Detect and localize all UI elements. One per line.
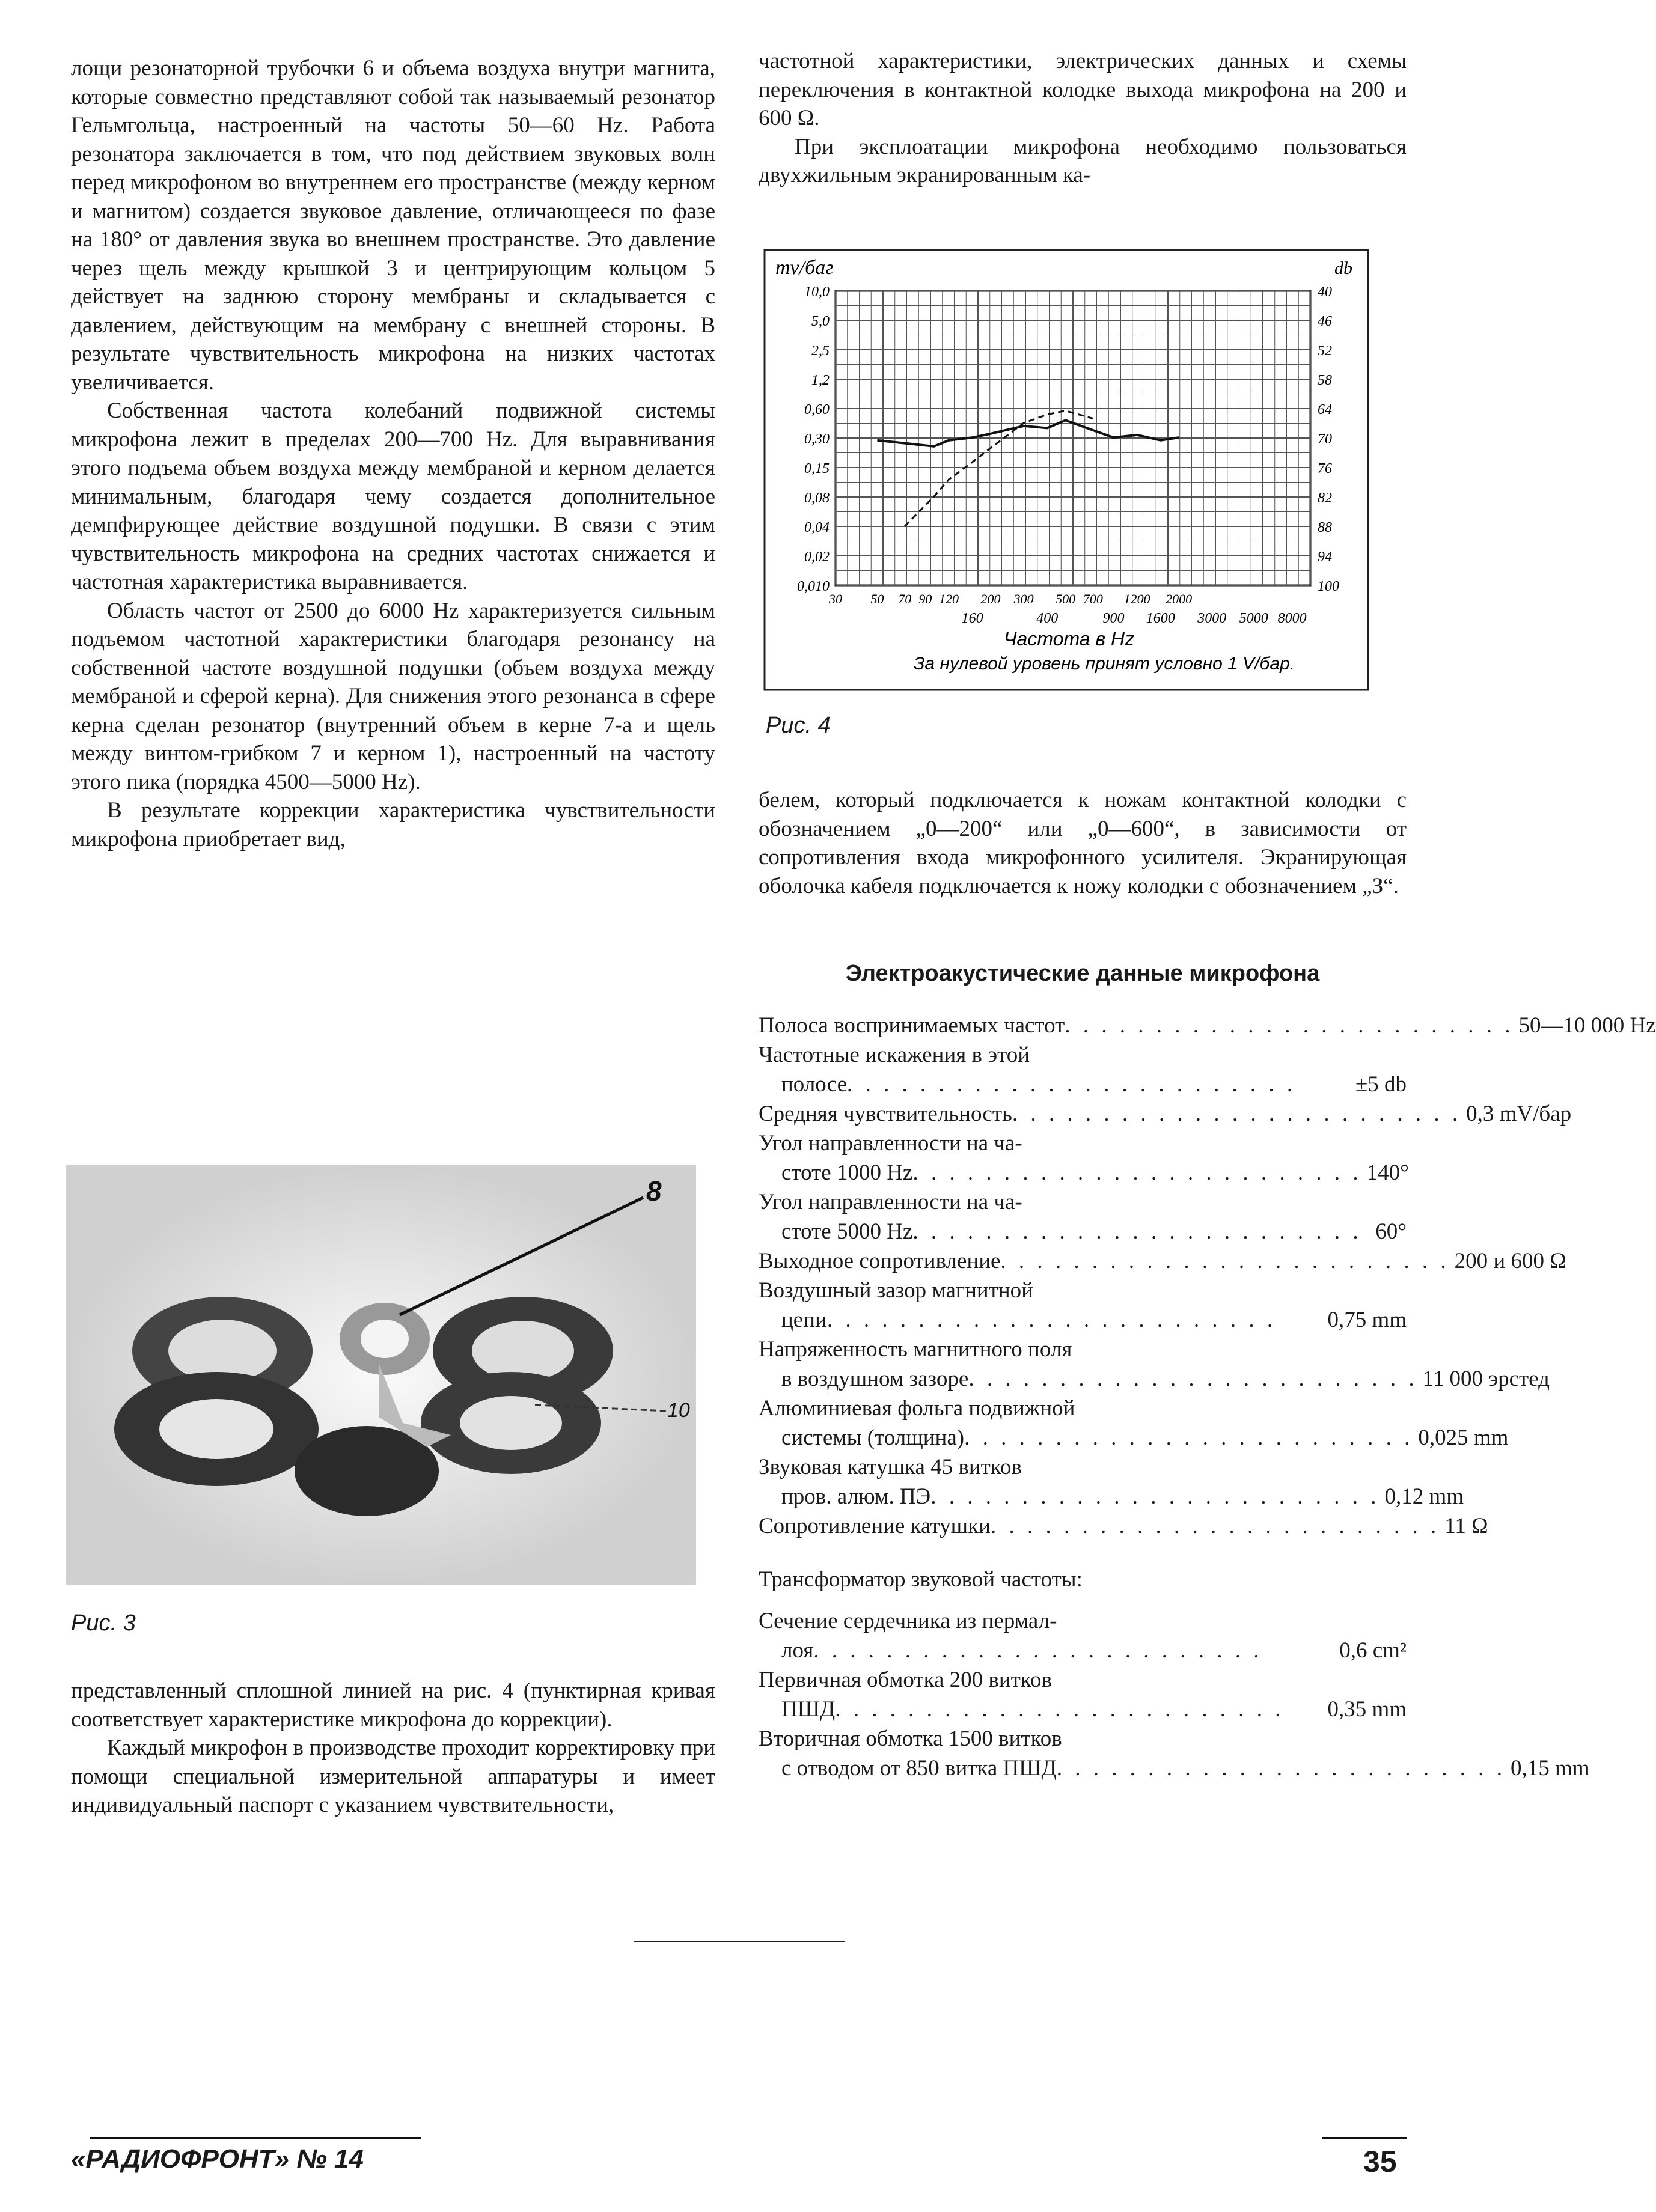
page-number-rule [1322,2137,1407,2139]
leader-dots: . . . . . . . . . . . . . . . . . . . . . . . . . [847,1072,1297,1097]
leader-dots: . . . . . . . . . . . . . . . . . . . . . . . . . [1065,1013,1514,1038]
left-tick-label: 0,15 [804,461,830,477]
spec-label: в воздушном зазоре [781,1367,969,1391]
x-tick-label: 50 [870,591,884,606]
figure-label-8: 8 [646,1175,662,1207]
spec-label: Звуковая катушка 45 витков [759,1455,1022,1479]
left-tick-label: 0,60 [804,402,830,418]
leader-dots: . . . . . . . . . . . . . . . . . . . . . . . . . [990,1514,1440,1538]
spec-row [759,1276,1407,1305]
right-tick-label: 100 [1318,579,1339,594]
x-tick-label: 200 [980,591,1001,606]
spec-label: Средняя чувствительность [759,1101,1012,1126]
right-tick-label: 58 [1318,373,1332,388]
microphone-parts-image [66,1165,696,1585]
paragraph: представленный сплошной линией на рис. 4 (пунктирная кривая соответствует характеристике микрофона до коррекции). [71,1678,715,1732]
spec-row [759,1040,1407,1070]
paragraph: частотной характеристики, электрических данных и схемы переключения в контактной колодке выхода микрофона на 200 и 600 Ω. [759,49,1407,130]
spec-label: Угол направленности на ча- [759,1131,1022,1156]
spec-value: 140° [1366,1160,1409,1185]
spec-value: 200 и 600 Ω [1454,1249,1566,1273]
spec-row [759,1423,1509,1452]
figure-4-chart [763,249,1369,691]
spec-value: 0,6 cm² [1339,1638,1407,1663]
divider [634,1941,845,1942]
left-tick-label: 1,2 [811,373,830,388]
spec-value: 50—10 000 Hz [1518,1013,1656,1038]
paragraph: белем, который подключается к ножам контактной колодки с обозначением „0—200“ или „0—600“, в зависимости от сопротивления входа микрофонного усилителя. Экранирующая оболочка кабеля подключается к ножу колодки с обозначением „З“. [759,788,1407,898]
spec-row [759,1305,1407,1335]
x-tick-label: 160 [961,611,983,626]
left-tick-label: 0,08 [804,490,830,506]
spec-label: Первичная обмотка 200 витков [759,1668,1052,1692]
x-axis-ticks [828,591,1307,626]
figure-label-10: 10 [667,1399,690,1422]
spec-label: Угол направленности на ча- [759,1190,1022,1214]
leader-dots: . . . . . . . . . . . . . . . . . . . . . . . . . [930,1484,1380,1509]
spec-label: Сечение сердечника из пермал- [759,1609,1057,1633]
spec-row [759,1246,1566,1276]
transformer-title: Трансформатор звуковой частоты: [759,1567,1083,1592]
spec-label: полосе [781,1072,847,1097]
right-tick-label: 76 [1318,461,1332,477]
figure-3-caption: Рис. 3 [71,1610,136,1636]
x-tick-label: 30 [829,591,842,606]
left-column [71,54,715,853]
paragraph: лощи резонаторной трубочки 6 и объема воздуха внутри магнита, которые совместно представляют собой так называемый резонатор Гельмгольца, настроенный на частоты 50—60 Hz. Работа резонатора заключается в том, что под действием звуковых волн перед микрофоном во внутреннем его пространстве (между керном и магнитом) создается звуковое давление, отличающееся по фазе на 180° от давления звука во внешнем пространстве. Это давление через щель между крышкой 3 и центрирующим кольцом 5 действует на заднюю сторону мембраны и складывается с давлением, действующим на мембрану с внешней стороны. В результате чувствительность микрофона на низких частотах увеличивается. [71,56,715,395]
spec-row [759,1011,1656,1040]
x-tick-label: 3000 [1197,611,1227,626]
right-tick-label: 40 [1318,284,1332,300]
spec-row [759,1070,1407,1099]
leader-dots: . . . . . . . . . . . . . . . . . . . . . . . . . [1056,1756,1506,1781]
right-tick-label: 94 [1318,549,1332,565]
spec-row [759,1724,1407,1753]
spec-row [759,1364,1550,1394]
leader-dots: . . . . . . . . . . . . . . . . . . . . . . . . . [1000,1249,1450,1273]
right-tick-label: 64 [1318,402,1332,418]
paragraph: Область частот от 2500 до 6000 Hz характеризуется сильным подъемом частотной характеристики благодаря резонансу на собственной частоте воздушной подушки (объем воздуха между мембраной и сферой керна). Для снижения этого резонанса в сфере керна сделан резонатор (внутренний объем в керне 7-а и щель между винтом-грибком 7 и керном 1), настроенный на частоту этого пика (порядка 4500—5000 Hz). [71,598,715,794]
x-axis-label: Частота в Hz [1004,628,1135,650]
right-tick-label: 82 [1318,490,1332,506]
spec-row [759,1158,1407,1187]
paragraph: Собственная частота колебаний подвижной системы микрофона лежит в пределах 200—700 Hz. Для выравнивания этого подъема объем воздуха между мембраной и керном делается минимальным, благодаря чему создается дополнительное демпфирующее действие воздушной подушки. В связи с этим чувствительность микрофона на средних частотах снижается и частотная характеристика выравнивается. [71,398,715,594]
spec-row [759,1129,1407,1158]
spec-label: Полоса воспринимаемых частот [759,1013,1065,1038]
right-tick-label: 46 [1318,314,1332,329]
spec-label: лоя [781,1638,814,1663]
spec-row [759,1511,1488,1541]
spec-value: 60° [1375,1219,1407,1244]
x-tick-label: 120 [939,591,959,606]
spec-value: 0,75 mm [1327,1308,1407,1332]
x-tick-label: 1200 [1123,591,1150,606]
spec-label: Выходное сопротивление [759,1249,1001,1273]
x-tick-label: 1600 [1146,611,1175,626]
spec-label: Вторичная обмотка 1500 витков [759,1726,1062,1751]
chart-grid [836,291,1310,585]
x-tick-label: 400 [1036,611,1059,626]
spec-row [759,1099,1572,1129]
spec-label: стоте 5000 Hz [781,1219,913,1244]
y-axis-label: mv/бaг [775,257,834,279]
spec-row [759,1335,1407,1364]
right-tick-label: 52 [1318,343,1332,359]
spec-row [759,1482,1464,1511]
spec-row [759,1753,1590,1783]
right-tick-label: 88 [1318,520,1332,535]
x-tick-label: 300 [1013,591,1034,606]
spec-row [759,1695,1407,1724]
left-tick-label: 5,0 [811,314,830,329]
spec-label: Алюминиевая фольга подвижной [759,1396,1075,1421]
dashed-series-line [905,411,1093,526]
right-column-continued [759,786,1656,1783]
x-tick-label: 900 [1102,611,1125,626]
x-tick-label: 700 [1083,591,1103,606]
spec-value: 0,025 mm [1418,1425,1509,1450]
x-tick-label: 90 [918,591,932,606]
leader-dots: . . . . . . . . . . . . . . . . . . . . . . . . . [813,1638,1263,1663]
left-tick-label: 0,010 [797,579,830,594]
leader-dots: . . . . . . . . . . . . . . . . . . . . . . . . . [912,1219,1362,1244]
leader-dots: . . . . . . . . . . . . . . . . . . . . . . . . . [835,1697,1285,1722]
x-tick-label: 8000 [1277,611,1307,626]
figure-4-caption: Рис. 4 [766,713,831,738]
left-tick-label: 0,04 [804,520,830,535]
spec-label: цепи [781,1308,827,1332]
transformer-spec-list [759,1606,1590,1783]
spec-label: пров. алюм. ПЭ [781,1484,931,1509]
x-tick-label: 2000 [1166,591,1193,606]
paragraph: Каждый микрофон в производстве проходит корректировку при помощи специальной измерительной аппаратуры и имеет индивидуальный паспорт с указанием чувствительности, [71,1735,715,1817]
spec-label: стоте 1000 Hz [781,1160,913,1185]
spec-row [759,1394,1407,1423]
y2-axis-label: db [1334,258,1352,278]
figure-3-photo [66,1165,696,1585]
spec-value: 0,12 mm [1384,1484,1464,1509]
journal-footer: «РАДИОФРОНТ» № 14 [71,2144,364,2174]
spec-label: Частотные искажения в этой [759,1043,1030,1067]
spec-row [759,1606,1407,1636]
leader-dots: . . . . . . . . . . . . . . . . . . . . . . . . . [826,1308,1277,1332]
page-number: 35 [1363,2145,1397,2178]
x-tick-label: 70 [898,591,912,606]
spec-label: Сопротивление катушки [759,1514,991,1538]
frequency-response-chart [763,249,1369,691]
leader-dots: . . . . . . . . . . . . . . . . . . . . . . . . . [964,1425,1414,1450]
spec-value: 0,15 mm [1511,1756,1590,1781]
left-tick-label: 0,02 [804,549,830,565]
spec-row [759,1187,1407,1217]
spec-label: системы (толщина) [781,1425,965,1450]
left-column-continued [71,1677,715,1820]
spec-value: 11 000 эрстед [1422,1367,1550,1391]
left-tick-label: 0,30 [804,431,830,447]
spec-row [759,1452,1407,1482]
x-tick-label: 5000 [1239,611,1268,626]
paragraph: При эксплоатации микрофона необходимо пользоваться двухжильным экранированным ка- [759,134,1407,187]
leader-dots: . . . . . . . . . . . . . . . . . . . . . . . . . [1012,1101,1462,1126]
right-column [759,47,1407,190]
spec-label: с отводом от 850 витка ПШД [781,1756,1057,1781]
footer-rule [90,2137,421,2139]
left-tick-label: 10,0 [804,284,830,300]
solid-series-line [877,420,1179,446]
section-title: Электроакустические данные микрофона [845,961,1320,986]
spec-label: Напряженность магнитного поля [759,1337,1072,1362]
spec-list [759,1011,1656,1541]
spec-value: 0,35 mm [1327,1697,1407,1722]
spec-row [759,1217,1407,1246]
spec-value: 11 Ω [1444,1514,1488,1538]
spec-label: ПШД [781,1697,836,1722]
left-tick-label: 2,5 [811,343,830,359]
spec-row [759,1665,1407,1695]
leader-dots: . . . . . . . . . . . . . . . . . . . . . . . . . [968,1367,1418,1391]
x-tick-label: 500 [1056,591,1076,606]
left-axis-ticks [797,284,830,594]
right-axis-ticks [1318,284,1339,594]
chart-note: За нулевой уровень принят условно 1 V/бар. [914,654,1295,674]
spec-value: ±5 db [1355,1072,1407,1097]
spec-value: 0,3 mV/бар [1466,1101,1572,1126]
leader-dots: . . . . . . . . . . . . . . . . . . . . . . . . . [912,1160,1362,1185]
paragraph: В результате коррекции характеристика чувствительности микрофона приобретает вид, [71,798,715,852]
chart-series [877,411,1179,526]
right-tick-label: 70 [1318,431,1332,447]
spec-label: Воздушный зазор магнитной [759,1278,1033,1303]
spec-row [759,1636,1407,1665]
